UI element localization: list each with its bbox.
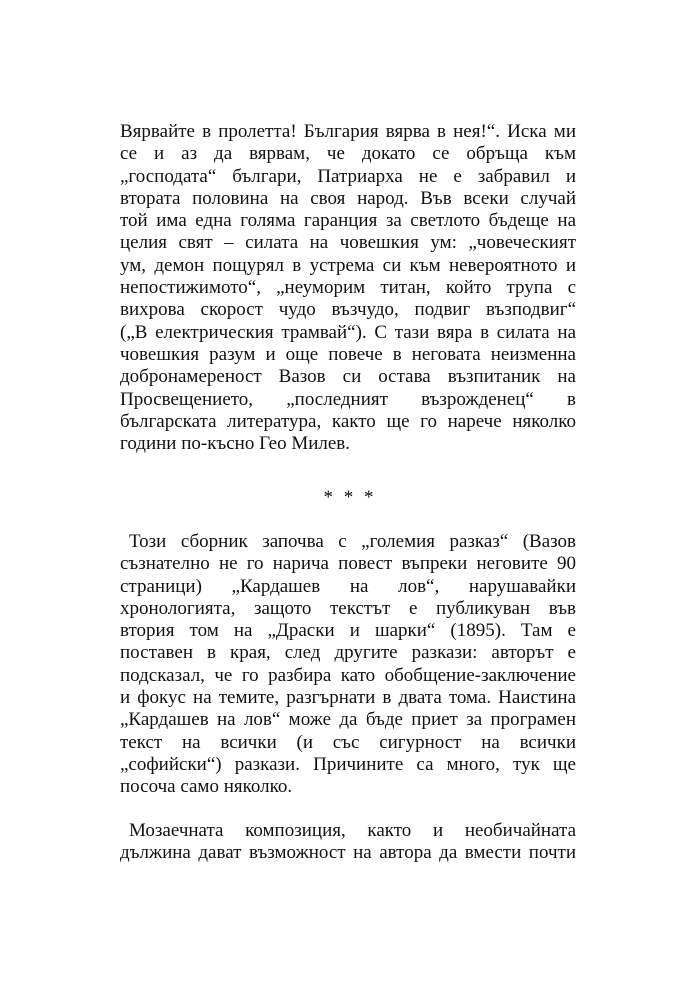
text-line: и фокус на темите, разгърнати в двата тома. Наистина	[120, 687, 576, 709]
section-separator: * * *	[323, 487, 377, 508]
text-line: „господата“ българи, Патриарха не е забравил и	[120, 165, 576, 187]
text-line: вихрова скорост чудо възчудо, подвиг възподвиг“	[120, 299, 576, 321]
text-line: поставен в края, след другите разкази: авторът е	[120, 642, 576, 664]
text-line: хронологията, защото текстът е публикуван във	[120, 597, 576, 619]
paragraph-1	[120, 121, 576, 455]
text-line: страници) „Кардашев на лов“, нарушавайки	[120, 575, 576, 597]
text-line: подсказал, че го разбира като обобщение-заключение	[120, 664, 576, 686]
text-line: Просвещението, „последният възрожденец“ в	[120, 388, 576, 410]
text-line: втория том на „Драски и шарки“ (1895). Там е	[120, 620, 576, 642]
text-line: Мозаечната композиция, както и необичайната	[129, 820, 576, 841]
text-line: непостижимото“, „неуморим титан, който трупа с	[120, 277, 576, 299]
text-line: посоча само няколко.	[120, 776, 293, 798]
text-line: Този сборник започва с „големия разказ“ (Вазов	[129, 531, 576, 552]
text-line: „софийски“) разкази. Причините са много, тук ще	[120, 753, 576, 775]
text-line: ум, демон пощурял в устрема си към невероятното и	[120, 254, 576, 276]
text-line: („В електрическия трамвай“). С тази вяра в силата на	[120, 321, 576, 343]
text-line: дължина дават възможност на автора да вмести почти	[120, 842, 576, 864]
text-line: втората половина на своя народ. Във всеки случай	[120, 187, 576, 209]
text-line: се и аз да вярвам, че докато се обръща към	[120, 143, 576, 165]
paragraph-3	[120, 820, 576, 865]
text-line: той има една голяма гаранция за светлото бъдеще на	[120, 210, 576, 232]
text-line: целия свят – силата на човешкия ум: „човеческият	[120, 232, 576, 254]
paragraph-2	[120, 531, 576, 799]
text-line: години по-късно Гео Милев.	[120, 433, 351, 455]
text-line: добронамереност Вазов си остава възпитаник на	[120, 366, 576, 388]
text-line: съзнателно не го нарича повест въпреки неговите 90	[120, 553, 576, 575]
text-line: „Кардашев на лов“ може да бъде приет за програмен	[120, 709, 576, 731]
text-line: Вярвайте в пролетта! България вярва в нея!“. Иска ми	[120, 121, 576, 142]
text-line: текст на всички (и със сигурност на всички	[120, 731, 576, 753]
text-line: българската литература, както ще го нарече няколко	[120, 410, 576, 432]
text-line: човешкия разум и още повече в неговата неизменна	[120, 343, 576, 365]
